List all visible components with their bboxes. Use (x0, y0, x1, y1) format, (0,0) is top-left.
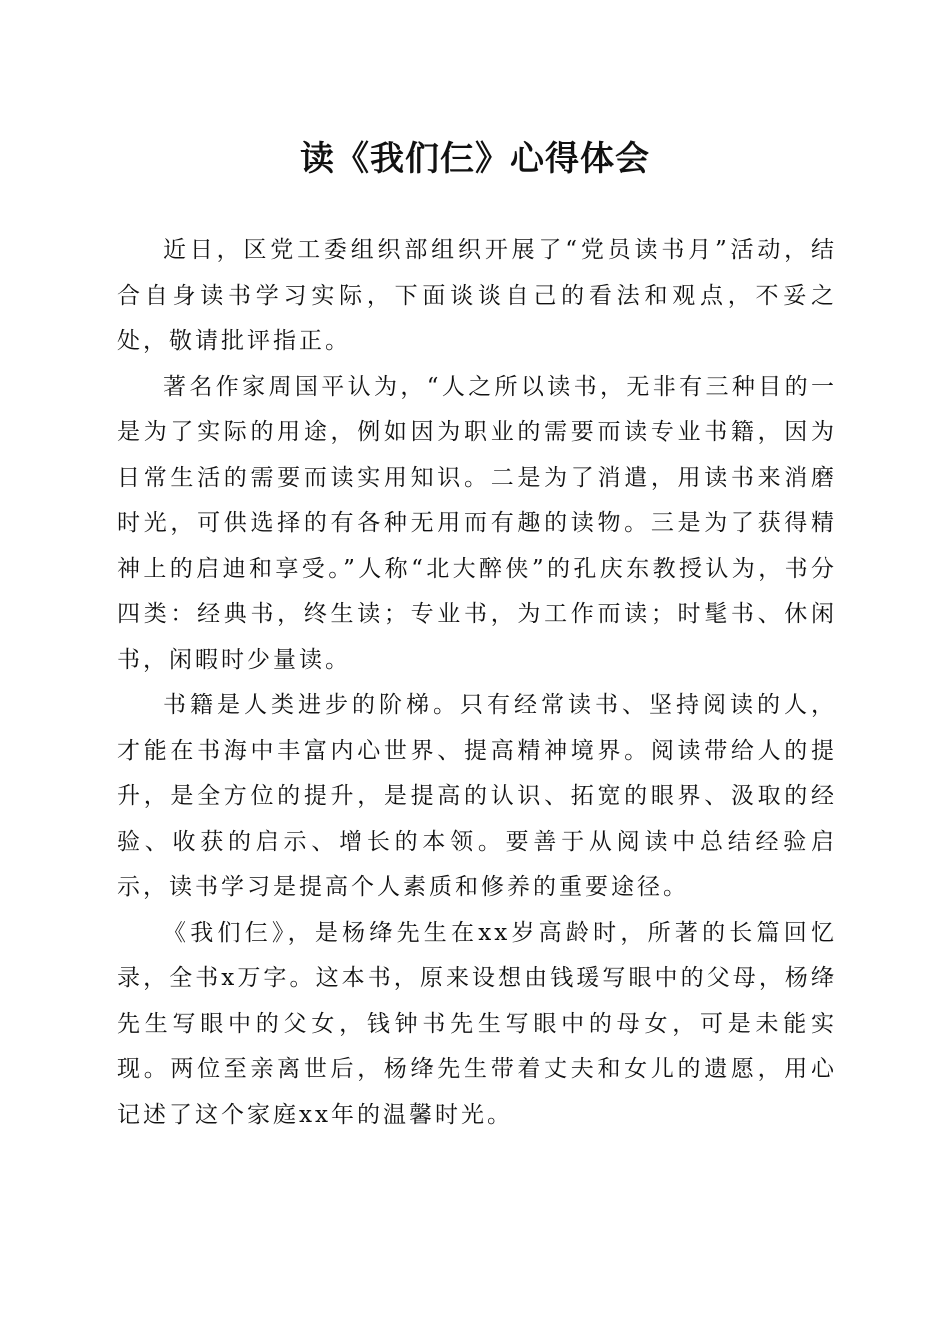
paragraph-4: 《我们仨》，是杨绛先生在xx岁高龄时，所著的长篇回忆录，全书x万字。这本书，原来设想由钱瑗写眼中的父母，杨绛先生写眼中的父女，钱钟书先生写眼中的母女，可是未能实现。两位至亲离世后，杨绛先生带着丈夫和女儿的遗愿，用心记述了这个家庭xx年的温馨时光。 (117, 919, 837, 1128)
document-body (117, 228, 837, 1138)
paragraph-3: 书籍是人类进步的阶梯。只有经常读书、坚持阅读的人，才能在书海中丰富内心世界、提高精神境界。阅读带给人的提升，是全方位的提升，是提高的认识、拓宽的眼界、汲取的经验、收获的启示、增长的本领。要善于从阅读中总结经验启示，读书学习是提高个人素质和修养的重要途径。 (117, 692, 837, 900)
paragraph-1: 近日，区党工委组织部组织开展了“党员读书月”活动，结合自身读书学习实际，下面谈谈自己的看法和观点，不妥之处，敬请批评指正。 (117, 237, 837, 354)
document-title: 读《我们仨》心得体会 (300, 139, 650, 179)
paragraph-2: 著名作家周国平认为，“人之所以读书，无非有三种目的一是为了实际的用途，例如因为职业的需要而读专业书籍，因为日常生活的需要而读实用知识。二是为了消遣，用读书来消磨时光，可供选择的有各种无用而有趣的读物。三是为了获得精神上的启迪和享受。”人称“北大醉侠”的孔庆东教授认为，书分四类：经典书，终生读；专业书，为工作而读；时髦书、休闲书，闲暇时少量读。 (117, 373, 837, 673)
